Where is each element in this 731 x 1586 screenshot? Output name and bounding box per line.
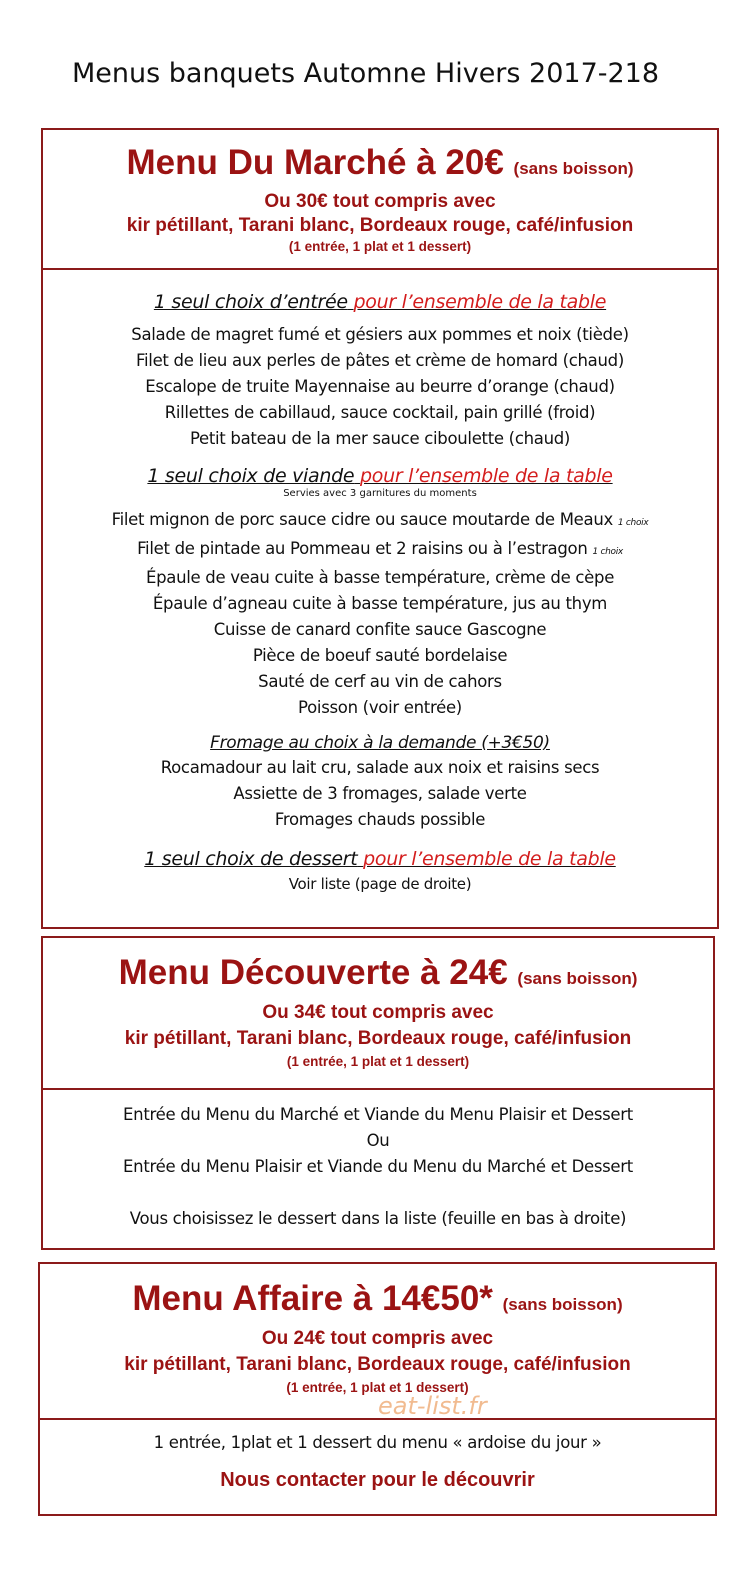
menu-affaire-title (40, 1278, 715, 1326)
menu-decouverte-title (43, 952, 713, 1000)
dessert-note: Voir liste (page de droite) (288, 875, 472, 893)
viande-choice-note: 1 choix (592, 547, 623, 557)
menu-decouverte-header (43, 938, 713, 1090)
viande-choice-note: 1 choix (617, 518, 649, 528)
menu-affaire-box (38, 1262, 717, 1516)
menu-marche-line2: kir pétillant, Tarani blanc, Bordeaux rouge, café/infusion (126, 215, 634, 236)
viande-item-text: Filet mignon de porc sauce cidre ou sauce moutarde de Meaux (111, 510, 613, 529)
decouverte-or: Ou (366, 1131, 390, 1150)
fromage-item: Assiette de 3 fromages, salade verte (233, 784, 527, 803)
fromage-item: Fromages chauds possible (274, 810, 486, 829)
entree-section-label-red: pour l’ensemble de la table (353, 291, 607, 313)
affaire-description: 1 entrée, 1plat et 1 dessert du menu « ardoise du jour » (153, 1433, 602, 1452)
fromage-section-title: Fromage au choix à la demande (+3€50) (210, 733, 550, 753)
entree-item: Petit bateau de la mer sauce ciboulette (chaud) (189, 429, 571, 448)
viande-item-text: Filet de pintade au Pommeau et 2 raisins ou à l’estragon (137, 539, 588, 558)
decouverte-option-2: Entrée du Menu Plaisir et Viande du Menu du Marché et Dessert (123, 1157, 633, 1176)
affaire-contact: Nous contacter pour le découvrir (220, 1469, 535, 1491)
decouverte-dessert-note: Vous choisissez le dessert dans la liste (feuille en bas à droite) (129, 1209, 627, 1228)
viande-item: Cuisse de canard confite sauce Gascogne (213, 620, 547, 639)
viande-item: Poisson (voir entrée) (298, 698, 462, 717)
page-title: Menus banquets Automne Hivers 2017-218 (71, 58, 660, 89)
dessert-section-title (43, 845, 717, 873)
menu-affaire-line1: Ou 24€ tout compris avec (261, 1328, 494, 1349)
viande-section-title (43, 462, 717, 490)
menu-decouverte-box (41, 936, 715, 1250)
viande-item (9, 507, 731, 536)
menu-affaire-body (40, 1420, 715, 1496)
entree-item: Salade de magret fumé et gésiers aux pommes et noix (tiède) (131, 325, 629, 344)
menu-marche-box (41, 128, 719, 929)
viande-item: Épaule d’agneau cuite à basse température, jus au thym (152, 594, 608, 613)
menu-marche-title-note: (sans boisson) (513, 159, 634, 178)
viande-item: Pièce de boeuf sauté bordelaise (252, 646, 508, 665)
menu-decouverte-title-note: (sans boisson) (517, 969, 638, 988)
menu-marche-line1: Ou 30€ tout compris avec (264, 191, 496, 212)
menu-marche-header (43, 130, 717, 270)
menu-affaire-title-text: Menu Affaire à 14€50* (132, 1279, 493, 1318)
menu-marche-title (43, 142, 717, 190)
viande-item (43, 536, 717, 565)
entree-item: Rillettes de cabillaud, sauce cocktail, pain grillé (froid) (164, 403, 596, 422)
menu-marche-body (43, 270, 717, 895)
menu-marche-title-text: Menu Du Marché à 20€ (126, 143, 504, 182)
watermark: eat-list.fr (378, 1392, 487, 1420)
entree-item: Filet de lieu aux perles de pâtes et crème de homard (chaud) (136, 351, 624, 370)
menu-decouverte-line2: kir pétillant, Tarani blanc, Bordeaux rouge, café/infusion (124, 1028, 632, 1049)
entree-item: Escalope de truite Mayennaise au beurre d’orange (chaud) (145, 377, 615, 396)
menu-decouverte-line1: Ou 34€ tout compris avec (262, 1002, 494, 1023)
menu-affaire-line3: (1 entrée, 1 plat et 1 dessert) (286, 1380, 469, 1395)
menu-decouverte-body (43, 1090, 713, 1232)
menu-affaire-title-note: (sans boisson) (502, 1295, 623, 1314)
entree-section-label: 1 seul choix d’entrée (153, 291, 348, 313)
fromage-item: Rocamadour au lait cru, salade aux noix et raisins secs (160, 758, 600, 777)
decouverte-option-1: Entrée du Menu du Marché et Viande du Menu Plaisir et Dessert (123, 1105, 633, 1124)
dessert-section-label-red: pour l’ensemble de la table (363, 848, 616, 870)
menu-affaire-line2: kir pétillant, Tarani blanc, Bordeaux rouge, café/infusion (124, 1354, 631, 1375)
menu-decouverte-line3: (1 entrée, 1 plat et 1 dessert) (286, 1054, 470, 1069)
viande-section-label: 1 seul choix de viande (147, 465, 355, 487)
viande-section-label-red: pour l’ensemble de la table (360, 465, 613, 487)
menu-decouverte-title-text: Menu Découverte à 24€ (118, 953, 508, 992)
dessert-section-label: 1 seul choix de dessert (144, 848, 358, 870)
viande-item: Épaule de veau cuite à basse température, crème de cèpe (145, 568, 615, 587)
menu-marche-line3: (1 entrée, 1 plat et 1 dessert) (288, 239, 472, 254)
entree-section-title (43, 288, 717, 316)
viande-item: Sauté de cerf au vin de cahors (258, 672, 502, 691)
viande-garnish-note: Servies avec 3 garnitures du moments (283, 488, 477, 499)
